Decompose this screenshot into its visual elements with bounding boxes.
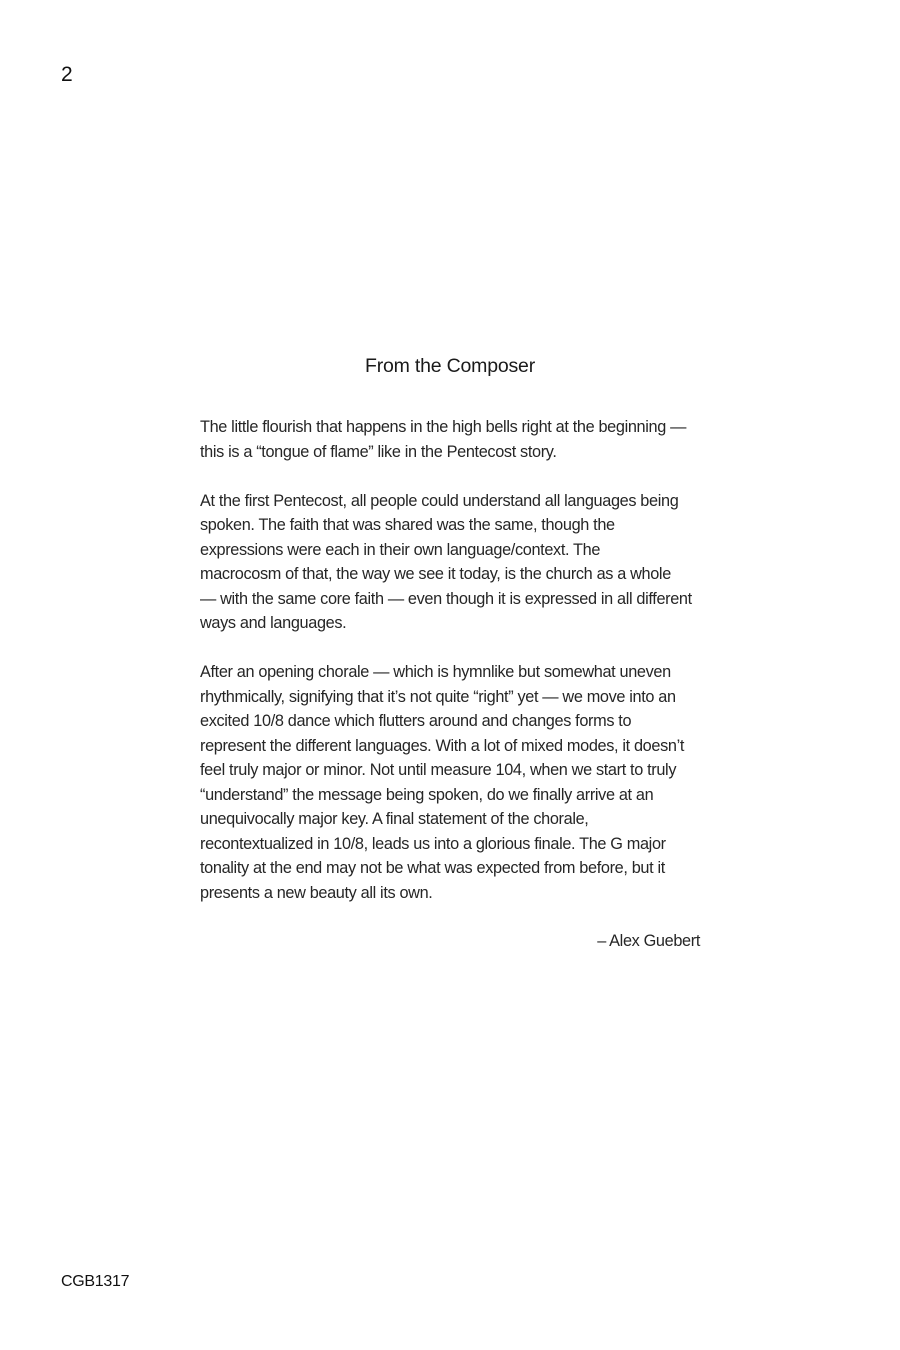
paragraph-2: [200, 489, 700, 636]
catalog-code: CGB1317: [61, 1273, 130, 1290]
paragraph-line: After an opening chorale — which is hymnlike but somewhat uneven: [200, 663, 671, 681]
paragraph-line: macrocosm of that, the way we see it today, is the church as a whole: [200, 565, 671, 583]
article-body: [200, 415, 700, 930]
paragraph-1: [200, 415, 700, 464]
paragraph-line: The little flourish that happens in the high bells right at the beginning —: [200, 418, 687, 436]
paragraph-line: tonality at the end may not be what was expected from before, but it: [200, 859, 665, 877]
composer-signature: – Alex Guebert: [597, 932, 700, 950]
paragraph-line: excited 10/8 dance which flutters around and changes forms to: [200, 712, 632, 730]
paragraph-line: ways and languages.: [200, 614, 347, 632]
paragraph-line: unequivocally major key. A final statement of the chorale,: [200, 810, 589, 828]
page-number: 2: [61, 63, 73, 86]
paragraph-line: At the first Pentecost, all people could understand all languages being: [200, 491, 679, 510]
page-title: From the Composer: [365, 355, 535, 377]
paragraph-3: [200, 660, 700, 905]
paragraph-line: expressions were each in their own language/context. The: [200, 540, 601, 559]
paragraph-line: spoken. The faith that was shared was the same, though the: [200, 516, 615, 534]
paragraph-line: presents a new beauty all its own.: [200, 883, 433, 902]
paragraph-line: rhythmically, signifying that it’s not quite “right” yet — we move into an: [200, 687, 676, 706]
paragraph-line: this is a “tongue of flame” like in the Pentecost story.: [200, 442, 557, 461]
paragraph-line: represent the different languages. With a lot of mixed modes, it doesn’t: [200, 736, 685, 755]
paragraph-line: “understand” the message being spoken, do we finally arrive at an: [200, 785, 654, 804]
paragraph-line: — with the same core faith — even though it is expressed in all different: [200, 589, 692, 608]
paragraph-line: feel truly major or minor. Not until measure 104, when we start to truly: [200, 761, 677, 779]
paragraph-line: recontextualized in 10/8, leads us into a glorious finale. The G major: [200, 834, 666, 853]
